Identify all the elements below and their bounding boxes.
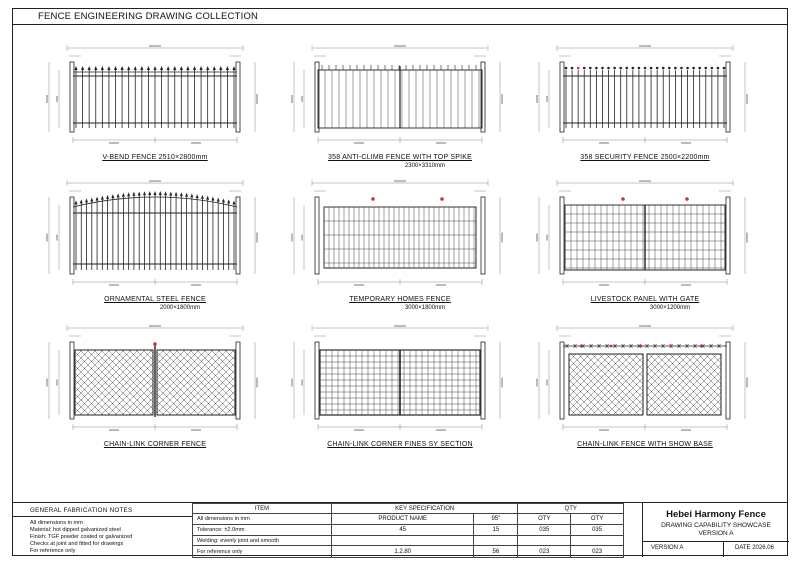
version-label: VERSION A — [651, 545, 684, 551]
clamp-marker — [440, 197, 444, 201]
picket-spear — [186, 66, 189, 70]
mesh-wire — [267, 350, 332, 415]
fence-drawing-9 — [508, 325, 800, 431]
picket-spear — [199, 66, 202, 70]
picket-spear — [206, 196, 209, 200]
mesh-wire — [754, 354, 800, 415]
picket-spear — [107, 66, 110, 70]
picket-ball — [625, 67, 628, 70]
fence-post — [726, 197, 730, 274]
table-cell: 023 — [571, 546, 624, 558]
dimension-text — [599, 142, 609, 144]
dimension-text — [256, 378, 258, 388]
picket-ball — [662, 67, 665, 70]
drawing-title: DRAWING CAPABILITY SHOWCASE — [661, 522, 771, 529]
drawing-caption: V-BEND FENCE 2510×2800mm — [102, 154, 208, 161]
drawing-caption: CHAIN-LINK FENCE WITH SHOW BASE — [577, 441, 713, 448]
dimension-text — [639, 45, 651, 47]
fence-post — [560, 62, 564, 132]
drawing-subcaption: 2000×1800mm — [159, 305, 201, 311]
dimension-text — [256, 94, 258, 104]
drawing-subcaption: 2300×3310mm — [404, 163, 446, 169]
fence-drawing-7 — [10, 325, 360, 431]
table-cell: 023 — [518, 546, 571, 558]
dimension-text — [354, 429, 364, 431]
table-cell — [474, 536, 518, 546]
mesh-wire — [704, 354, 765, 415]
mesh-wire — [761, 354, 800, 415]
dimension-text — [46, 234, 48, 242]
mesh-wire — [281, 350, 346, 415]
mesh-wire — [267, 350, 332, 415]
dimension-text — [394, 45, 406, 47]
table-cell: Tolerance: ±2.0mm — [193, 525, 332, 536]
picket-spear — [180, 66, 183, 70]
picket-ball — [632, 67, 635, 70]
dimension-text — [394, 180, 406, 182]
mesh-wire — [740, 354, 800, 415]
dimension-text — [501, 94, 503, 104]
picket-spear — [74, 66, 77, 70]
table-cell: 035 — [571, 525, 624, 536]
mesh-wire — [775, 354, 800, 415]
picket-ball — [704, 67, 707, 70]
picket-spear — [138, 191, 141, 195]
picket-spear — [180, 192, 183, 196]
picket-ball — [680, 67, 683, 70]
mesh-wire — [683, 354, 744, 415]
chainlink-mesh — [586, 354, 800, 415]
mesh-wire — [782, 354, 800, 415]
dimension-text — [536, 95, 538, 103]
picket-ball — [577, 67, 580, 70]
picket-spear — [94, 66, 97, 70]
spec-table — [192, 503, 624, 557]
mesh-wire — [726, 354, 787, 415]
mesh-wire — [515, 354, 576, 415]
fence-drawing-1 — [46, 45, 258, 144]
picket-spear — [81, 66, 84, 70]
mesh-wire — [754, 354, 800, 415]
dimension-text — [301, 235, 303, 241]
table-cell: For reference only — [193, 546, 332, 558]
picket-spear — [164, 191, 167, 195]
table-cell — [332, 536, 474, 546]
picket-ball — [723, 67, 726, 70]
drawing-subcaption: 3000×1200mm — [649, 305, 691, 311]
picket-spear — [127, 66, 130, 70]
dimension-text — [599, 284, 609, 286]
clamp-marker — [640, 345, 643, 348]
picket-spear — [169, 191, 172, 195]
dimension-text — [291, 234, 293, 242]
fence-post — [315, 197, 319, 274]
table-cell: 1.2.80 — [332, 546, 474, 558]
picket-ball — [674, 67, 677, 70]
dimension-text — [681, 284, 691, 286]
fence-post — [481, 342, 485, 419]
picket-spear — [190, 193, 193, 197]
notes-rule — [12, 516, 192, 517]
picket-spear — [122, 193, 125, 197]
fence-drawing-8 — [291, 325, 503, 431]
table-cell: 56 — [474, 546, 518, 558]
dimension-text — [501, 233, 503, 243]
dimension-text — [436, 284, 446, 286]
dimension-text — [301, 380, 303, 386]
picket-spear — [134, 66, 137, 70]
fence-post — [236, 342, 240, 419]
clamp-marker — [153, 342, 157, 346]
dimension-text — [191, 284, 201, 286]
dimension-text — [536, 379, 538, 387]
panel-frame — [324, 207, 476, 268]
picket-spear — [196, 194, 199, 198]
company-block — [642, 503, 789, 557]
mesh-wire — [747, 354, 800, 415]
mesh-wire — [281, 350, 346, 415]
dimension-text — [546, 235, 548, 241]
picket-spear — [88, 66, 91, 70]
mesh-wire — [232, 350, 297, 415]
mesh-wire — [253, 350, 318, 415]
table-cell: OTY — [518, 514, 571, 525]
drawing-caption: 358 ANTI-CLIMB FENCE WITH TOP SPIKE — [328, 154, 472, 161]
picket-spear — [154, 191, 157, 195]
picket-ball — [613, 67, 616, 70]
picket-spear — [211, 197, 214, 201]
table-header-item: ITEM — [193, 504, 332, 514]
drawing-caption: 358 SECURITY FENCE 2500×2200mm — [580, 154, 710, 161]
mesh-wire — [768, 354, 800, 415]
dimension-text — [46, 379, 48, 387]
dimension-text — [149, 45, 161, 47]
picket-ball — [668, 67, 671, 70]
clamp-marker — [371, 197, 375, 201]
dimension-text — [56, 96, 58, 102]
picket-spear — [173, 66, 176, 70]
picket-spear — [106, 195, 109, 199]
picket-spear — [222, 198, 225, 202]
mesh-wire — [10, 350, 75, 415]
note-line: Finish: TGF powder coated or galvanized — [30, 534, 133, 540]
dimension-text — [436, 429, 446, 431]
picket-ball — [686, 67, 689, 70]
company-name: Hebei Harmony Fence — [666, 509, 766, 520]
clamp-marker — [700, 345, 703, 348]
picket-ball — [571, 67, 574, 70]
drawing-subcaption: 3000×1800mm — [404, 305, 446, 311]
picket-ball — [583, 67, 586, 70]
picket-ball — [692, 67, 695, 70]
table-header-qty: QTY — [518, 504, 624, 514]
picket-spear — [233, 200, 236, 204]
fence-drawing-2 — [291, 45, 503, 144]
dimension-text — [546, 380, 548, 386]
dimension-text — [639, 180, 651, 182]
fence-drawing-5 — [291, 180, 503, 286]
note-line: For reference only — [30, 548, 76, 554]
table-cell — [518, 536, 571, 546]
dimension-text — [746, 378, 748, 388]
dimension-text — [56, 380, 58, 386]
clamp-marker — [685, 197, 689, 201]
drawing-version-line: VERSION A — [698, 530, 734, 537]
company-sep — [723, 541, 724, 557]
dimension-text — [536, 234, 538, 242]
picket-spear — [127, 192, 130, 196]
mesh-wire — [733, 354, 794, 415]
dimension-text — [354, 284, 364, 286]
mesh-wire — [232, 350, 297, 415]
dimension-text — [436, 142, 446, 144]
picket-spear — [193, 66, 196, 70]
fence-drawing-3 — [536, 45, 748, 144]
dimension-text — [501, 378, 503, 388]
picket-spear — [143, 191, 146, 195]
fence-post — [236, 197, 240, 274]
picket-spear — [75, 200, 78, 204]
picket-spear — [120, 66, 123, 70]
fence-post — [560, 197, 564, 274]
clamp-marker — [580, 345, 583, 348]
picket-spear — [213, 66, 216, 70]
picket-spear — [153, 66, 156, 70]
fence-drawing-4 — [46, 180, 258, 286]
note-line: All dimensions in mm — [30, 520, 83, 526]
clamp-marker — [610, 345, 613, 348]
picket-spear — [232, 66, 235, 70]
dimension-text — [746, 233, 748, 243]
table-cell: PRODUCT NAME — [332, 514, 474, 525]
mesh-wire — [515, 354, 576, 415]
table-cell: 95" — [474, 514, 518, 525]
picket-spear — [114, 66, 117, 70]
picket-ball — [656, 67, 659, 70]
drawing-caption: CHAIN-LINK CORNER FENCE — [103, 441, 207, 448]
dimension-text — [639, 325, 651, 327]
mesh-wire — [253, 350, 318, 415]
picket-spear — [101, 66, 104, 70]
picket-spear — [140, 66, 143, 70]
picket-ball — [638, 67, 641, 70]
picket-ball — [595, 67, 598, 70]
mesh-wire — [726, 354, 787, 415]
dimension-text — [149, 325, 161, 327]
note-line: Checks at joint and fitted for drawings — [30, 541, 124, 547]
note-line: Material: hot dipped galvanized steel — [30, 527, 121, 533]
table-cell: All dimensions in mm — [193, 514, 332, 525]
mesh-wire — [782, 354, 800, 415]
picket-spear — [101, 196, 104, 200]
dimension-text — [546, 96, 548, 102]
picket-spear — [96, 197, 99, 201]
dimension-text — [56, 235, 58, 241]
mesh-wire — [733, 354, 794, 415]
picket-spear — [175, 192, 178, 196]
drawing-caption: TEMPORARY HOMES FENCE — [349, 296, 451, 303]
table-cell: 035 — [518, 525, 571, 536]
sheet-title: FENCE ENGINEERING DRAWING COLLECTION — [38, 11, 259, 22]
picket-spear — [159, 191, 162, 195]
date-label: DATE 2026.06 — [735, 545, 774, 551]
mesh-wire — [761, 354, 800, 415]
mesh-wire — [775, 354, 800, 415]
mesh-wire — [683, 354, 744, 415]
picket-spear — [90, 197, 93, 201]
dimension-text — [301, 96, 303, 102]
table-cell: Welding: evenly joint and smooth — [193, 536, 332, 546]
picket-ball — [650, 67, 653, 70]
table-cell — [571, 536, 624, 546]
dimension-text — [256, 233, 258, 243]
fence-post — [70, 197, 74, 274]
dimension-text — [46, 95, 48, 103]
dimension-text — [681, 142, 691, 144]
picket-spear — [227, 199, 230, 203]
notes-heading: GENERAL FABRICATION NOTES — [30, 507, 133, 514]
drawing-caption: LIVESTOCK PANEL WITH GATE — [590, 296, 700, 303]
picket-ball — [589, 67, 592, 70]
table-header-spec: KEY SPECIFICATION — [332, 504, 518, 514]
picket-spear — [85, 198, 88, 202]
mesh-wire — [274, 350, 339, 415]
picket-spear — [226, 66, 229, 70]
picket-spear — [167, 66, 170, 70]
clamp-marker — [670, 345, 673, 348]
picket-ball — [717, 67, 720, 70]
fence-post — [315, 342, 319, 419]
dimension-text — [109, 284, 119, 286]
table-cell: 15 — [474, 525, 518, 536]
fence-post — [726, 62, 730, 132]
fence-post — [70, 62, 74, 132]
dimension-text — [394, 325, 406, 327]
dimension-text — [291, 95, 293, 103]
picket-spear — [132, 192, 135, 196]
dimension-text — [291, 379, 293, 387]
picket-spear — [117, 193, 120, 197]
picket-ball — [601, 67, 604, 70]
fence-post — [236, 62, 240, 132]
picket-spear — [80, 199, 83, 203]
picket-spear — [185, 193, 188, 197]
mesh-wire — [768, 354, 800, 415]
clamp-marker — [621, 197, 625, 201]
table-cell: 45 — [332, 525, 474, 536]
fence-post — [481, 197, 485, 274]
picket-ball — [607, 67, 610, 70]
picket-spear — [217, 197, 220, 201]
fence-post — [70, 342, 74, 419]
picket-spear — [111, 194, 114, 198]
table-cell: OTY — [571, 514, 624, 525]
picket-spear — [160, 66, 163, 70]
picket-spear — [206, 66, 209, 70]
mesh-wire — [747, 354, 800, 415]
dimension-text — [354, 142, 364, 144]
picket-spear — [147, 66, 150, 70]
mesh-wire — [740, 354, 800, 415]
notes-panel — [12, 503, 193, 557]
mesh-wire — [10, 350, 75, 415]
mesh-wire — [704, 354, 765, 415]
picket-spear — [148, 191, 151, 195]
picket-ball — [619, 67, 622, 70]
fence-drawing-6 — [536, 180, 748, 286]
picket-spear — [201, 195, 204, 199]
dimension-text — [681, 429, 691, 431]
drawing-caption: ORNAMENTAL STEEL FENCE — [104, 296, 206, 303]
dimension-text — [191, 429, 201, 431]
picket-spear — [219, 66, 222, 70]
dimension-text — [599, 429, 609, 431]
dimension-text — [109, 142, 119, 144]
mesh-wire — [274, 350, 339, 415]
dimension-text — [746, 94, 748, 104]
title-block — [12, 502, 788, 557]
picket-ball — [711, 67, 714, 70]
picket-ball — [698, 67, 701, 70]
picket-ball — [644, 67, 647, 70]
fence-post — [560, 342, 564, 419]
fence-post — [726, 342, 730, 419]
dimension-text — [191, 142, 201, 144]
picket-ball — [565, 67, 568, 70]
dimension-text — [109, 429, 119, 431]
company-rule — [643, 541, 789, 542]
dimension-text — [149, 180, 161, 182]
drawing-caption: CHAIN-LINK CORNER FINES SY SECTION — [327, 441, 473, 448]
